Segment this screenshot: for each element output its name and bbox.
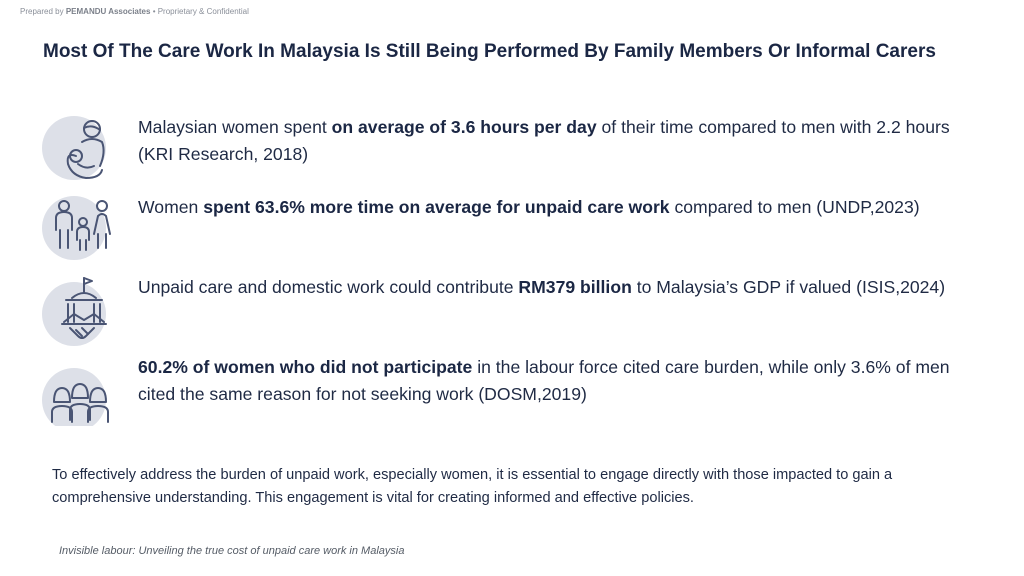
stat-text-3: Unpaid care and domestic work could contribute RM379 billion to Malaysia’s GDP if valued (ISIS,2024) [138, 277, 946, 297]
stat-item-3 [40, 274, 980, 346]
stat-item-4 [40, 354, 980, 426]
stat-item-1 [40, 114, 980, 186]
mother-child-icon [40, 114, 116, 186]
page-title: Most Of The Care Work In Malaysia Is Still Being Performed By Family Members Or Informal Carers [43, 41, 936, 62]
conclusion-paragraph: To effectively address the burden of unpaid work, especially women, it is essential to engage directly with those impacted to gain a comprehensive understanding. This engagement is vital for creating informed and effective policies. [52, 467, 893, 506]
handshake-government-icon [40, 274, 116, 346]
family-icon [40, 194, 116, 266]
stat-text-4: 60.2% of women who did not participate in the labour force cited care burden, while only 3.6% of men cited the same reason for not seeking work (DOSM,2019) [138, 357, 950, 404]
confidential-note [20, 7, 249, 16]
report-footer: Invisible labour: Unveiling the true cost of unpaid care work in Malaysia [59, 545, 405, 557]
stat-text-2: Women spent 63.6% more time on average for unpaid care work compared to men (UNDP,2023) [138, 197, 920, 217]
women-group-icon [40, 354, 116, 426]
prepared-by-label: Prepared by [20, 7, 64, 16]
confidential-label: • Proprietary & Confidential [152, 7, 249, 16]
stat-item-2 [40, 194, 980, 266]
organization-name: PEMANDU Associates [65, 7, 151, 16]
stat-text-1: Malaysian women spent on average of 3.6 hours per day of their time compared to men with 2.2 hours (KRI Research, 2018) [138, 117, 950, 164]
